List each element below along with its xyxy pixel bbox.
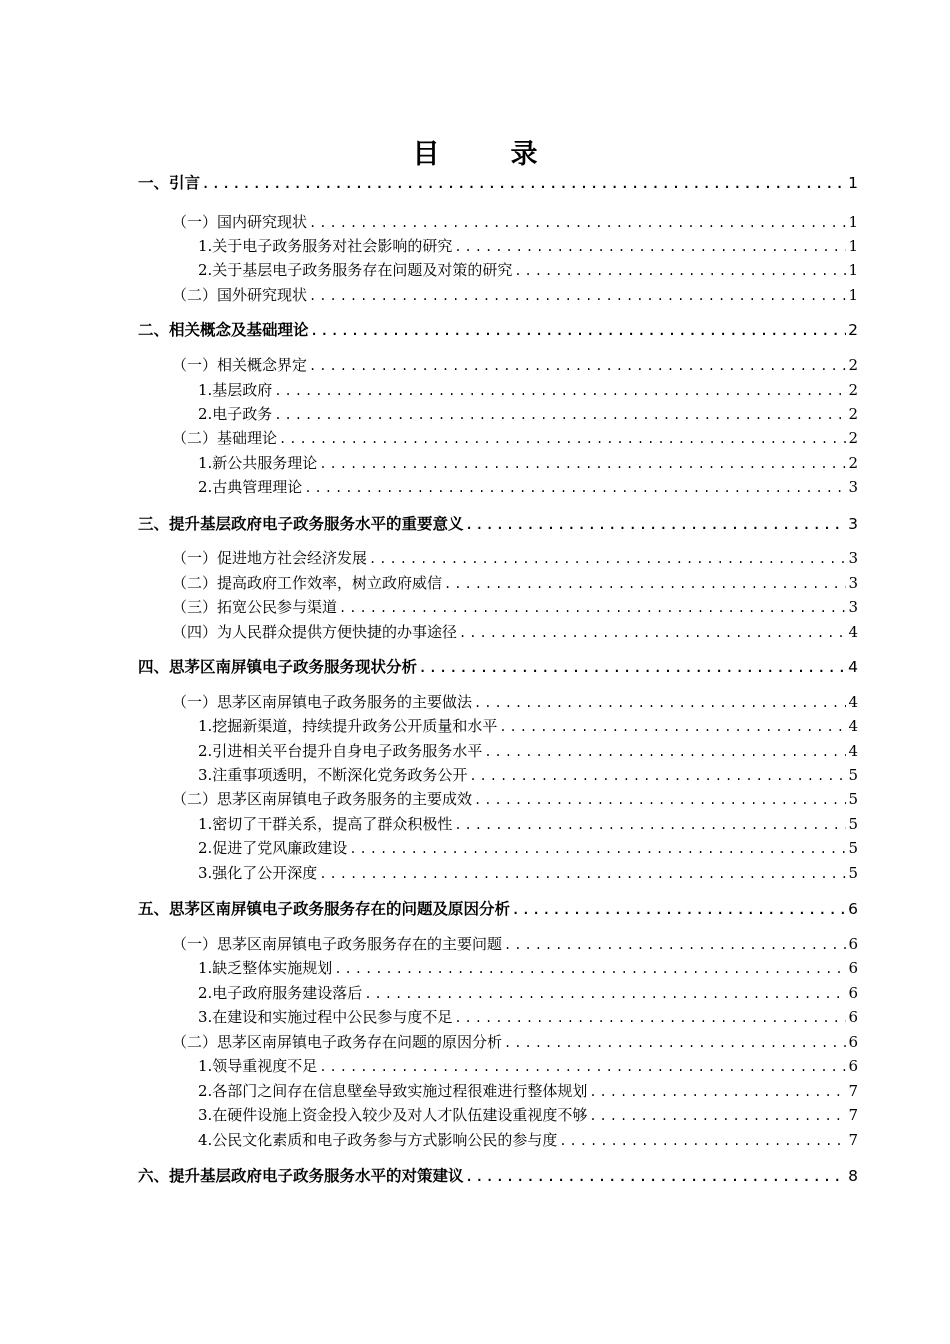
toc-entry-page-number: 4 bbox=[848, 717, 858, 735]
toc-entry-text: 3.在建设和实施过程中公民参与度不足 bbox=[198, 1008, 453, 1026]
toc-entry-page-number: 6 bbox=[848, 1033, 858, 1051]
toc-entry-level-1[interactable] bbox=[138, 318, 858, 342]
toc-entry-text: 2.引进相关平台提升自身电子政务服务水平 bbox=[198, 742, 483, 760]
toc-entry-level-3[interactable] bbox=[198, 1005, 858, 1029]
toc-entry-text: （一）相关概念界定 bbox=[172, 356, 308, 374]
toc-entry-level-2[interactable] bbox=[172, 546, 858, 570]
toc-entry-level-2[interactable] bbox=[172, 571, 858, 595]
toc-entry-page-number: 1 bbox=[848, 261, 858, 279]
dot-leader bbox=[274, 379, 846, 402]
toc-entry-page-number: 3 bbox=[848, 515, 858, 533]
toc-entry-page-number: 3 bbox=[848, 598, 858, 616]
toc-entry-level-2[interactable] bbox=[172, 353, 858, 377]
toc-entry-page-number: 5 bbox=[848, 815, 858, 833]
toc-entry-level-2[interactable] bbox=[172, 787, 858, 811]
toc-entry-text: 3.强化了公开深度 bbox=[198, 864, 318, 882]
toc-entry-text: 二、相关概念及基础理论 bbox=[138, 321, 309, 339]
toc-entry-level-3[interactable] bbox=[198, 714, 858, 738]
toc-entry-page-number: 6 bbox=[848, 935, 858, 953]
toc-entry-text: 六、提升基层政府电子政务服务水平的对策建议 bbox=[138, 1167, 464, 1185]
toc-entry-text: 1.关于电子政务服务对社会影响的研究 bbox=[198, 237, 453, 255]
toc-entry-page-number: 7 bbox=[848, 1131, 858, 1149]
toc-entry-page-number: 5 bbox=[848, 790, 858, 808]
dot-leader bbox=[339, 596, 846, 619]
dot-leader bbox=[454, 813, 846, 836]
toc-entry-level-3[interactable] bbox=[198, 234, 858, 258]
toc-entry-text: 一、引言 bbox=[138, 174, 201, 192]
toc-entry-text: （二）提高政府工作效率，树立政府威信 bbox=[172, 574, 443, 592]
toc-entry-text: （一）促进地方社会经济发展 bbox=[172, 549, 368, 567]
toc-entry-page-number: 5 bbox=[848, 766, 858, 784]
toc-entry-page-number: 7 bbox=[848, 1106, 858, 1124]
dot-leader bbox=[459, 621, 846, 644]
toc-entry-text: （三）拓宽公民参与渠道 bbox=[172, 598, 338, 616]
dot-leader bbox=[559, 1129, 846, 1152]
dot-leader bbox=[454, 235, 846, 258]
toc-entry-level-3[interactable] bbox=[198, 956, 858, 980]
toc-entry-level-3[interactable] bbox=[198, 836, 858, 860]
toc-entry-text: 五、思茅区南屏镇电子政务服务存在的问题及原因分析 bbox=[138, 900, 511, 918]
toc-entry-level-2[interactable] bbox=[172, 690, 858, 714]
toc-entry-page-number: 6 bbox=[848, 959, 858, 977]
dot-leader bbox=[474, 691, 846, 714]
toc-entry-page-number: 6 bbox=[848, 1057, 858, 1075]
toc-entry-level-1[interactable] bbox=[138, 1164, 858, 1188]
toc-entry-page-number: 4 bbox=[848, 693, 858, 711]
dot-leader bbox=[466, 513, 846, 536]
toc-entry-page-number: 1 bbox=[848, 174, 858, 192]
dot-leader bbox=[334, 957, 846, 980]
toc-entry-page-number: 1 bbox=[848, 237, 858, 255]
toc-entry-level-2[interactable] bbox=[172, 283, 858, 307]
toc-entry-level-3[interactable] bbox=[198, 1103, 858, 1127]
toc-entry-level-2[interactable] bbox=[172, 595, 858, 619]
toc-entry-text: 四、思茅区南屏镇电子政务服务现状分析 bbox=[138, 658, 418, 676]
dot-leader bbox=[499, 715, 846, 738]
toc-entry-level-1[interactable] bbox=[138, 171, 858, 195]
dot-leader bbox=[469, 764, 846, 787]
dot-leader bbox=[319, 1055, 846, 1078]
toc-entry-page-number: 6 bbox=[848, 984, 858, 1002]
toc-entry-text: （一）思茅区南屏镇电子政务服务的主要做法 bbox=[172, 693, 473, 711]
toc-entry-text: 2.关于基层电子政务服务存在问题及对策的研究 bbox=[198, 261, 513, 279]
toc-entry-level-3[interactable] bbox=[198, 1128, 858, 1152]
toc-entry-page-number: 7 bbox=[848, 1082, 858, 1100]
dot-leader bbox=[369, 547, 846, 570]
dot-leader bbox=[364, 982, 846, 1005]
toc-entry-level-3[interactable] bbox=[198, 1054, 858, 1078]
toc-entry-page-number: 4 bbox=[848, 742, 858, 760]
dot-leader bbox=[444, 572, 846, 595]
dot-leader bbox=[279, 427, 846, 450]
toc-entry-level-3[interactable] bbox=[198, 739, 858, 763]
dot-leader bbox=[319, 452, 846, 475]
toc-entry-page-number: 3 bbox=[848, 574, 858, 592]
dot-leader bbox=[309, 354, 846, 377]
dot-leader bbox=[514, 259, 846, 282]
toc-entry-page-number: 4 bbox=[848, 623, 858, 641]
dot-leader bbox=[474, 788, 846, 811]
toc-entry-text: 三、提升基层政府电子政务服务水平的重要意义 bbox=[138, 515, 464, 533]
toc-entry-level-3[interactable] bbox=[198, 378, 858, 402]
dot-leader bbox=[454, 1006, 846, 1029]
dot-leader bbox=[309, 284, 846, 307]
toc-entry-text: （二）思茅区南屏镇电子政务服务的主要成效 bbox=[172, 790, 473, 808]
toc-entry-text: 1.领导重视度不足 bbox=[198, 1057, 318, 1075]
toc-entry-text: 2.各部门之间存在信息壁垒导致实施过程很难进行整体规划 bbox=[198, 1082, 588, 1100]
dot-leader bbox=[309, 211, 846, 234]
toc-entry-level-3[interactable] bbox=[198, 475, 858, 499]
toc-entry-text: 1.缺乏整体实施规划 bbox=[198, 959, 333, 977]
dot-leader bbox=[484, 740, 846, 763]
dot-leader bbox=[319, 862, 846, 885]
toc-entry-page-number: 2 bbox=[848, 381, 858, 399]
toc-entry-level-1[interactable] bbox=[138, 512, 858, 536]
toc-entry-text: 2.电子政府服务建设落后 bbox=[198, 984, 363, 1002]
toc-entry-page-number: 2 bbox=[848, 454, 858, 472]
toc-entry-text: （四）为人民群众提供方便快捷的办事途径 bbox=[172, 623, 458, 641]
toc-entry-level-2[interactable] bbox=[172, 210, 858, 234]
toc-entry-text: （二）国外研究现状 bbox=[172, 286, 308, 304]
toc-entry-level-3[interactable] bbox=[198, 258, 858, 282]
toc-entry-text: （二）思茅区南屏镇电子政务存在问题的原因分析 bbox=[172, 1033, 503, 1051]
toc-entry-page-number: 5 bbox=[848, 864, 858, 882]
dot-leader bbox=[202, 172, 846, 195]
toc-entry-page-number: 2 bbox=[848, 429, 858, 447]
toc-entry-text: 1.新公共服务理论 bbox=[198, 454, 318, 472]
toc-entry-level-3[interactable] bbox=[198, 981, 858, 1005]
toc-entry-page-number: 2 bbox=[848, 321, 858, 339]
toc-entry-text: 2.古典管理理论 bbox=[198, 478, 303, 496]
toc-entry-text: 1.挖掘新渠道，持续提升政务公开质量和水平 bbox=[198, 717, 498, 735]
toc-entry-text: （一）国内研究现状 bbox=[172, 213, 308, 231]
dot-leader bbox=[311, 319, 846, 342]
toc-entry-text: 2.电子政务 bbox=[198, 405, 273, 423]
dot-leader bbox=[466, 1165, 846, 1188]
dot-leader bbox=[589, 1104, 846, 1127]
dot-leader bbox=[504, 1031, 846, 1054]
toc-entry-text: 2.促进了党风廉政建设 bbox=[198, 839, 348, 857]
toc-entry-level-3[interactable] bbox=[198, 1079, 858, 1103]
toc-entry-page-number: 8 bbox=[848, 1167, 858, 1185]
dot-leader bbox=[304, 476, 846, 499]
dot-leader bbox=[419, 656, 846, 679]
dot-leader bbox=[512, 898, 846, 921]
toc-entry-level-2[interactable] bbox=[172, 620, 858, 644]
toc-entry-page-number: 2 bbox=[848, 356, 858, 374]
toc-entry-text: 3.在硬件设施上资金投入较少及对人才队伍建设重视度不够 bbox=[198, 1106, 588, 1124]
toc-entry-text: 4.公民文化素质和电子政务参与方式影响公民的参与度 bbox=[198, 1131, 558, 1149]
toc-entry-level-2[interactable] bbox=[172, 426, 858, 450]
toc-entry-level-1[interactable] bbox=[138, 897, 858, 921]
toc-entry-page-number: 1 bbox=[848, 213, 858, 231]
toc-entry-page-number: 3 bbox=[848, 549, 858, 567]
toc-entry-page-number: 5 bbox=[848, 839, 858, 857]
toc-entry-page-number: 6 bbox=[848, 900, 858, 918]
dot-leader bbox=[274, 403, 846, 426]
toc-entry-page-number: 4 bbox=[848, 658, 858, 676]
toc-entry-level-3[interactable] bbox=[198, 812, 858, 836]
toc-entry-level-2[interactable] bbox=[172, 932, 858, 956]
toc-title: 目 录 bbox=[412, 139, 560, 170]
toc-entry-text: 1.基层政府 bbox=[198, 381, 273, 399]
toc-entry-level-3[interactable] bbox=[198, 861, 858, 885]
toc-entry-page-number: 2 bbox=[848, 405, 858, 423]
toc-entry-text: （二）基础理论 bbox=[172, 429, 278, 447]
dot-leader bbox=[589, 1080, 846, 1103]
toc-entry-text: （一）思茅区南屏镇电子政务服务存在的主要问题 bbox=[172, 935, 503, 953]
toc-entry-text: 1.密切了干群关系，提高了群众积极性 bbox=[198, 815, 453, 833]
toc-entry-level-3[interactable] bbox=[198, 763, 858, 787]
dot-leader bbox=[349, 837, 846, 860]
dot-leader bbox=[504, 933, 846, 956]
toc-entry-level-1[interactable] bbox=[138, 655, 858, 679]
toc-entry-page-number: 6 bbox=[848, 1008, 858, 1026]
toc-entry-level-3[interactable] bbox=[198, 451, 858, 475]
toc-entry-level-2[interactable] bbox=[172, 1030, 858, 1054]
toc-entry-page-number: 1 bbox=[848, 286, 858, 304]
toc-entry-page-number: 3 bbox=[848, 478, 858, 496]
toc-entry-level-3[interactable] bbox=[198, 402, 858, 426]
toc-entry-text: 3.注重事项透明，不断深化党务政务公开 bbox=[198, 766, 468, 784]
